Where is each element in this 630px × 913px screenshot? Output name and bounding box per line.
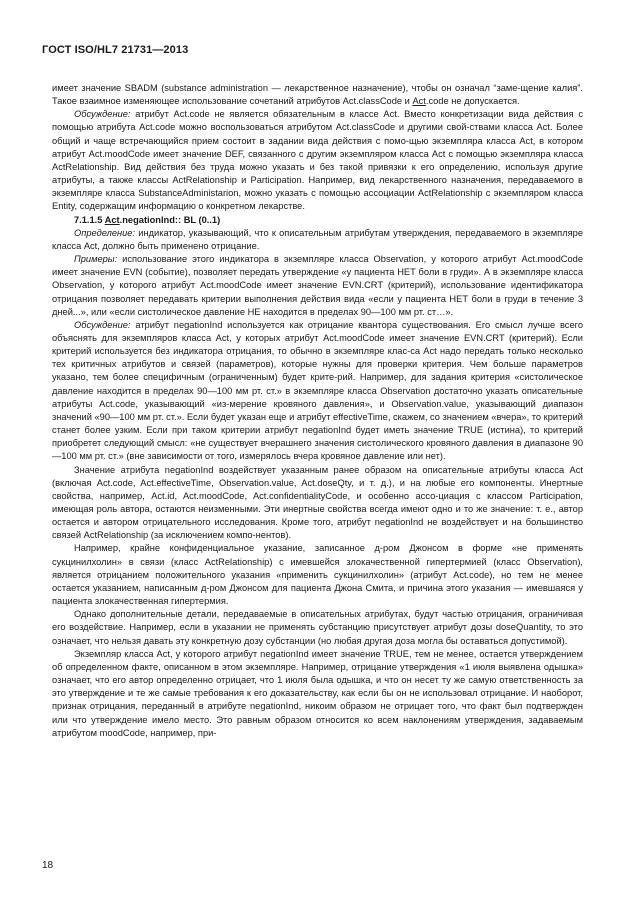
paragraph-1-text-b: .code не допускается. [425, 96, 520, 107]
definition-text: индикатор, указывающий, что к описательным атрибутам утверждения, передаваемого в экземпляре класса Act, должно быть применено отрицание. [52, 227, 583, 251]
paragraph-discussion-1 [52, 108, 583, 213]
definition-label: Определение: [74, 227, 136, 238]
section-heading-7-1-1-5 [52, 214, 583, 227]
document-body [52, 82, 583, 740]
paragraph-negation-value: Значение атрибута negationInd воздействует указанным ранее образом на описательные атрибуты класса Act (включая Act.code, Act.effectiveTime, Observation.value, Act.doseQty, и т. д.), и на любые его компоненты. Инертные свойства, например, Act.id, Act.moodCode, Act.confidentialityCode, и особенно ассо-циация с классом Participation, имеющая роль автора, остаются неизменными. Эти инертные свойства всегда имеют одно и то же значение: т. е., автор остается и автором отрицательного исследования. Кроме того, атрибут negationInd не воздействует и на большинство связей ActRelationship (за исключением компо-нентов). [52, 464, 583, 541]
paragraph-examples [52, 253, 583, 319]
paragraph-1-act-underlined: Act [412, 96, 426, 107]
paragraph-1-text-a: имеет значение SBADM (substance administration — лекарственное назначение), чтобы он означал “заме-щение калия”. Такое взаимное изменяющее использование сочетаний атрибутов Act.classCode и [52, 83, 583, 107]
paragraph-definition [52, 227, 583, 253]
section-heading-act: Act [104, 214, 120, 225]
page-header-title: ГОСТ ISO/HL7 21731—2013 [42, 44, 189, 56]
page-number: 18 [42, 860, 54, 871]
paragraph-1 [52, 82, 583, 108]
discussion-2-text: атрибут negationInd используется как отрицание квантора существования. Его смысл лучше всего объяснять для экземпляров класса Act, у которых атрибут Act.moodCode имеет значение EVN.CRT (критерий). Если критерий используется без индикатора отрицания, то обычно в экземпляре клас-са Act надо передать только несколько тех критичных атрибутов и связей (параметров), которые нужны для проверки критерия. Чем больше параметров указано, тем более специфичным (ограниченным) будет крите-рий. Например, для задания критерия «систолическое давление находится в пределах 90—100 мм рт. ст.» в экземпляре класса Observation достаточно указать описательные атрибуты Act.code, указывающий «из-мерение кровяного давления», и Observation.value, указывающий диапазон значений «90—100 мм рт. ст.». Если будет указан еще и атрибут effectiveTime, скажем, со значением «вчера», то критерий станет более узким. Если при таком критерии атрибут negationInd будет иметь значение TRUE (истина), то критерий приобретет следующий смысл: «не существует вчерашнего значения систолического кровяного давления в диапазоне 90—100 мм рт. ст.» (вне зависимости от того, измерялось вчера кровяное давление или нет). [52, 319, 583, 462]
examples-label: Примеры: [74, 254, 118, 265]
paragraph-example-johnson: Например, крайне конфиденциальное указание, записанное д-ром Джонсом в форме «не применять сукцинилхолин» в связи (класс ActRelationship) с имевшейся злокачественной гипертермией (класс Observation), является отрицанием положительного указания «применить сукцинилхолин» (атрибут Act.code), но тем не менее остается указанием, написанным д-ром Джонсом для пациента Джона Смита, и причина этого указания — имевшаяся у пациента злокачественная гипертермия. [52, 543, 583, 607]
paragraph-discussion-2 [52, 319, 583, 464]
section-number: 7.1.1.5 [74, 214, 105, 225]
discussion-2-label: Обсуждение: [74, 319, 131, 330]
section-heading-rest: .negationInd:: BL (0..1) [119, 214, 221, 225]
examples-text: использование этого индикатора в экземпляре класса Observation, у которого атрибут Act.moodCode имеет значение EVN (событие), позволяет передать утверждение «у пациента НЕТ боли в груди». А в экземпляре класса Observation, у которого атрибут Act.moodCode имеет значение EVN.CRT (критерий), использование идентификатора отрицания позволяет передавать критерии выполнения действия вида «если у пациента НЕТ боли в груди в течение 3 дней...», или «если систолическое давление НЕ находится в пределах 90—100 мм рт. ст…». [52, 254, 583, 317]
paragraph-act-instance: Экземпляр класса Act, у которого атрибут negationInd имеет значение TRUE, тем не менее, остается утверждением об определенном факте, описанном в этом экземпляре. Например, отрицание утверждения «1 июля выявлена одышка» означает, что его автор определенно отрицает, что 1 июля была одышка, и что он несет ту же самую ответственность за это утверждение и те же самые требования к его доказательству, как если бы он не использовал отрицание. И наоборот, признак отрицания, переданный в атрибуте negationInd, никоим образом не отрицает того, что факт был подтвержден или что утверждение имело место. Это равным образом относится ко всем наклонениям утверждения, задаваемым атрибутом moodCode, например, при- [52, 648, 583, 738]
paragraph-additional-details: Однако дополнительные детали, передаваемые в описательных атрибутах, будут частью отрицания, ограничивая его воздействие. Например, если в указании не применять субстанцию присутствует атрибут дозы doseQuantity, то это означает, что нельзя давать эту конкретную дозу субстанции (но любая другая доза могла бы оставаться допустимой). [52, 609, 583, 646]
discussion-label: Обсуждение: [74, 109, 131, 120]
discussion-text: атрибут Act.code не является обязательным в классе Act. Вместо конкретизации вида действия с помощью атрибута Act.code можно воспользоваться атрибутом Act.classCode и другими свой-ствами класса Act. Более общий и чаще встречающийся прием состоит в задании вида действия с помо-щью экземпляра класса Act, в котором атрибут Act.moodCode имеет значение DEF, связанного с другим экземпляром класса Act с помощью экземпляра класса ActRelationship. Вид действия без труда можно указать и без такой привязки к его определению, используя другие атрибуты, а также классы ActRelationship и Participation. Например, вид лекарственного назначения, передаваемого в экземпляре класса SubstanceAdministarion, можно указать с помощью ассоциации ActRelationship с экземпляром класса Entity, содержащим информацию о конкретном лекарстве. [52, 109, 583, 212]
